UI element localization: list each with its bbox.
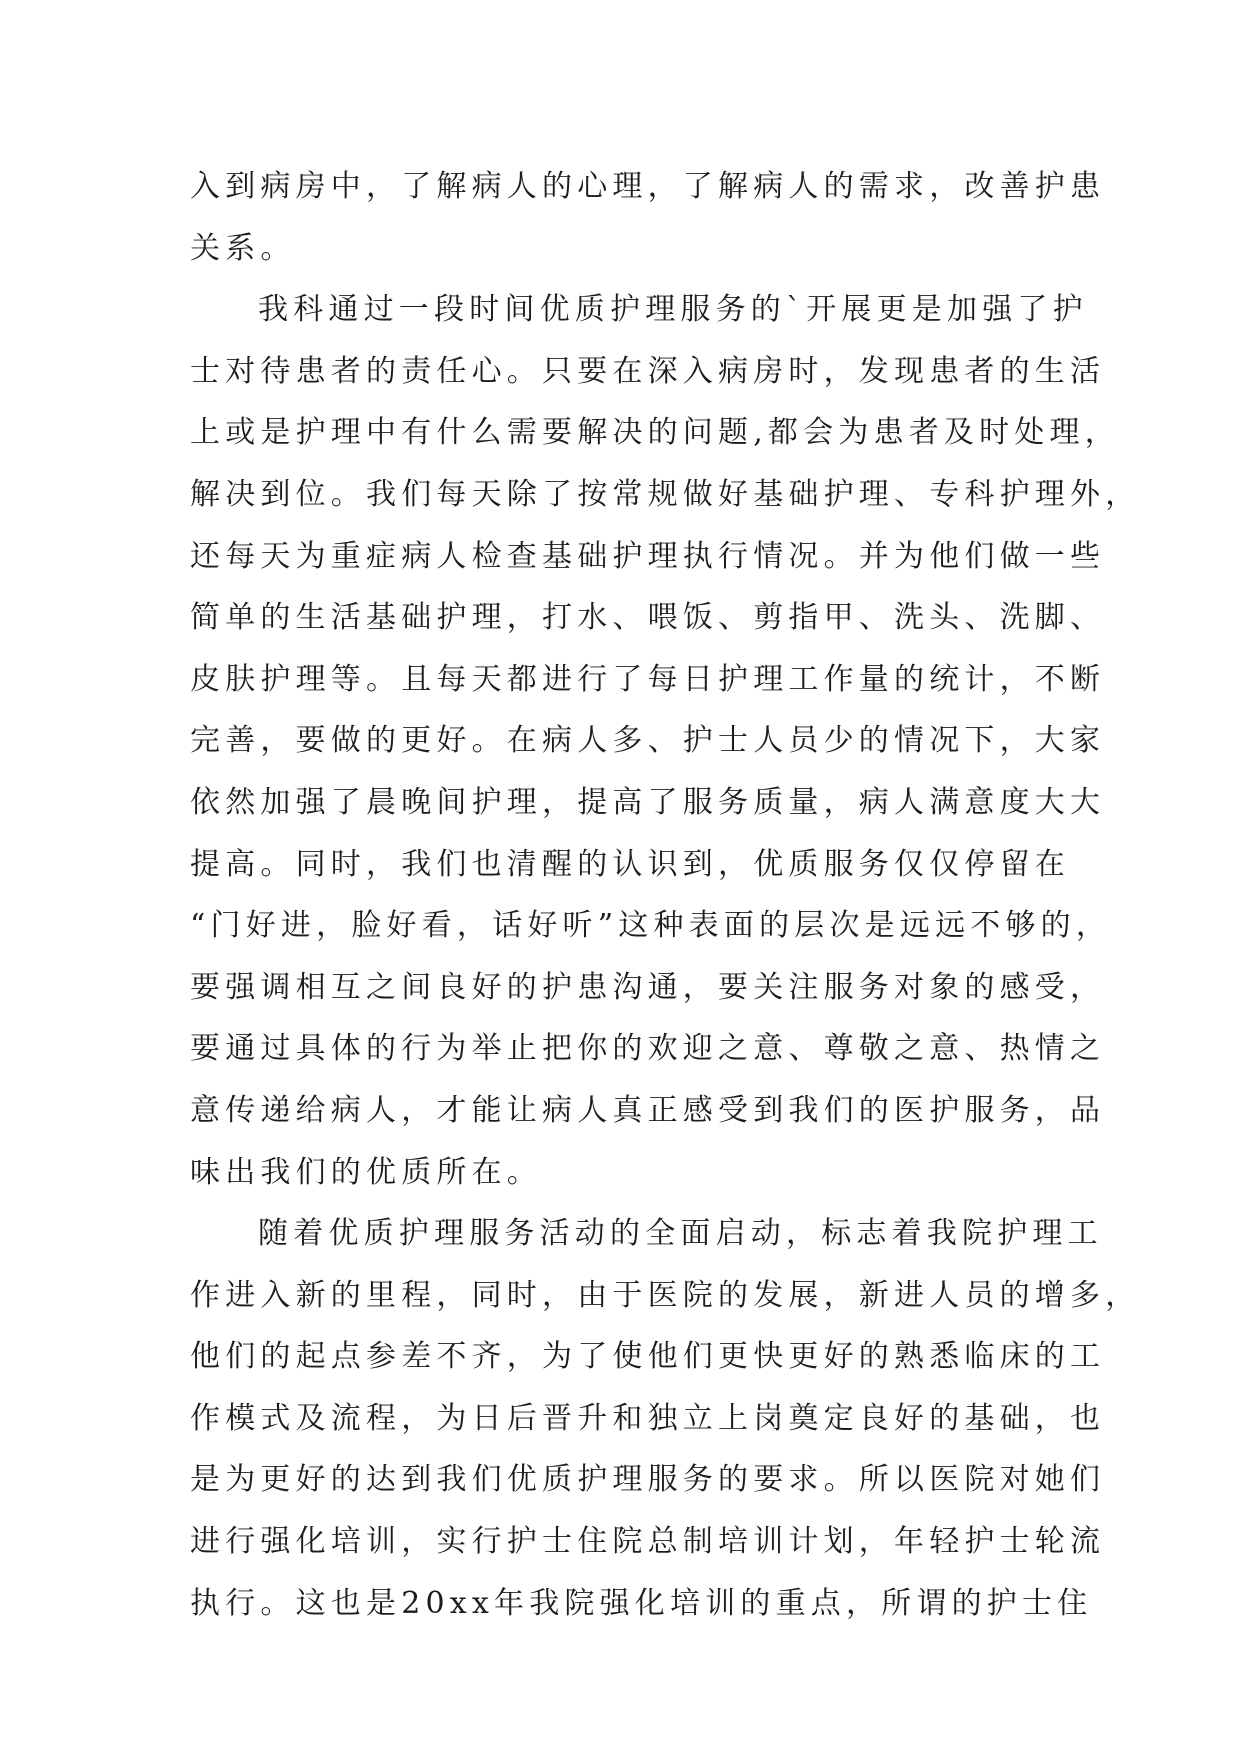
text-line: 他们的起点参差不齐，为了使他们更快更好的熟悉临床的工 — [190, 1339, 1106, 1375]
text-line-first: 我科通过一段时间优质护理服务的`开展更是加强了护 — [258, 292, 1088, 328]
text-line: 提高。同时，我们也清醒的认识到，优质服务仅仅停留在 — [190, 846, 1070, 882]
body-text — [190, 156, 1141, 1634]
text-line: 是为更好的达到我们优质护理服务的要求。所以医院对她们 — [190, 1462, 1106, 1498]
text-line: 上或是护理中有什么需要解决的问题,都会为患者及时处理， — [190, 415, 1120, 451]
text-line: 简单的生活基础护理，打水、喂饭、剪指甲、洗头、洗脚、 — [190, 600, 1106, 636]
text-line: 完善，要做的更好。在病人多、护士人员少的情况下，大家 — [190, 723, 1106, 759]
text-line: 士对待患者的责任心。只要在深入病房时，发现患者的生活 — [190, 353, 1106, 389]
text-line: 关系。 — [190, 230, 296, 266]
text-line: 要强调相互之间良好的护患沟通，要关注服务对象的感受， — [190, 969, 1106, 1005]
paragraph-3 — [190, 1203, 1141, 1634]
text-line: 执行。这也是20xx年我院强化培训的重点，所谓的护士住 — [190, 1585, 1093, 1621]
text-line: 进行强化培训，实行护士住院总制培训计划，年轻护士轮流 — [190, 1524, 1106, 1560]
text-line: 依然加强了晨晚间护理，提高了服务质量，病人满意度大大 — [190, 784, 1106, 820]
text-line-first: 随着优质护理服务活动的全面启动，标志着我院护理工 — [258, 1216, 1103, 1252]
text-line: 要通过具体的行为举止把你的欢迎之意、尊敬之意、热情之 — [190, 1031, 1106, 1067]
paragraph-2 — [190, 279, 1141, 1203]
text-line: 味出我们的优质所在。 — [190, 1154, 542, 1190]
paragraph-1 — [190, 156, 1106, 279]
text-line: 入到病房中，了解病人的心理，了解病人的需求，改善护患 — [190, 169, 1106, 204]
text-line: 皮肤护理等。且每天都进行了每日护理工作量的统计，不断 — [190, 661, 1106, 697]
text-line: 解决到位。我们每天除了按常规做好基础护理、专科护理外， — [190, 476, 1141, 512]
text-line: 意传递给病人，才能让病人真正感受到我们的医护服务，品 — [190, 1092, 1106, 1128]
text-line: “门好进，脸好看，话好听”这种表面的层次是远远不够的， — [190, 908, 1112, 944]
text-line: 还每天为重症病人检查基础护理执行情况。并为他们做一些 — [190, 538, 1106, 574]
text-line: 作模式及流程，为日后晋升和独立上岗奠定良好的基础，也 — [190, 1400, 1106, 1436]
text-line: 作进入新的里程，同时，由于医院的发展，新进人员的增多， — [190, 1277, 1141, 1313]
